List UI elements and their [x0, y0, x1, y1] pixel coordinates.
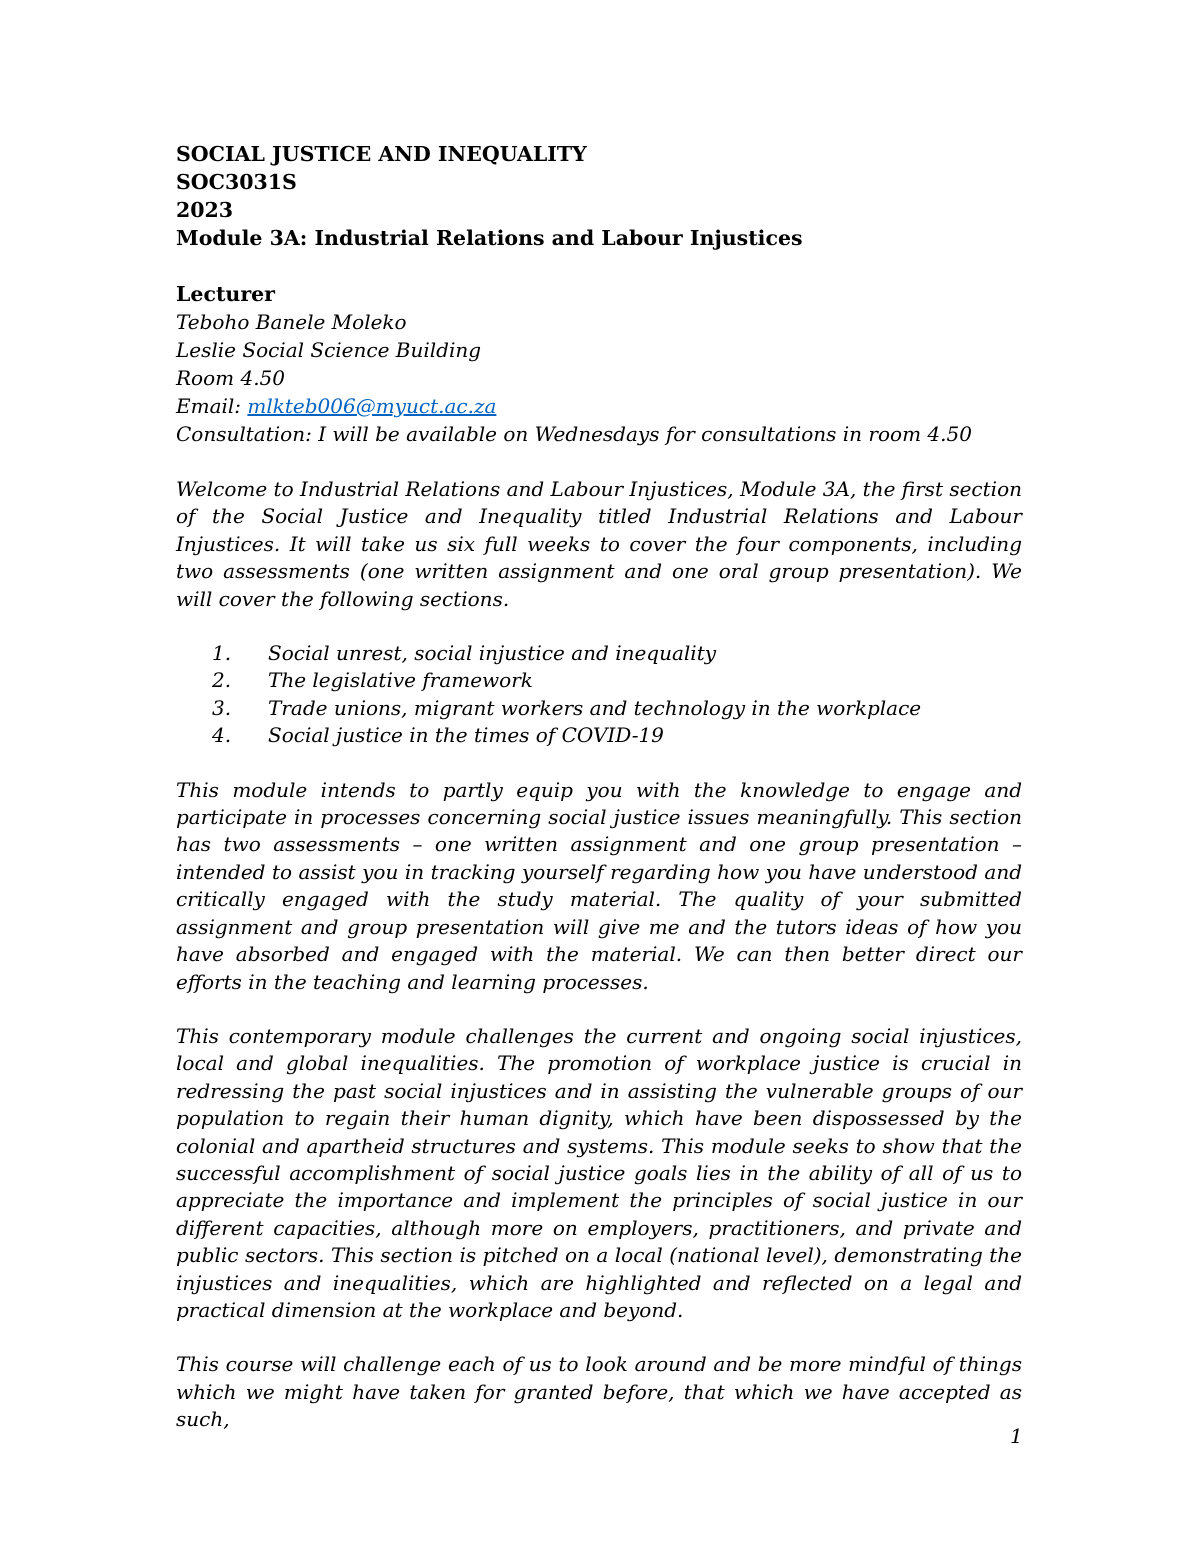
- list-item-text: Trade unions, migrant workers and technology in the workplace: [268, 695, 922, 720]
- lecturer-name: Teboho Banele Moleko: [176, 310, 407, 334]
- document-page: [176, 140, 1022, 1434]
- lecturer-room: Room 4.50: [176, 366, 285, 390]
- list-item: [212, 695, 1022, 722]
- sections-list: [176, 640, 1022, 750]
- consultation-info: Consultation: I will be available on Wednesdays for consultations in room 4.50: [176, 422, 972, 446]
- list-item-number: 2.: [212, 668, 232, 693]
- list-item: [212, 640, 1022, 667]
- lecturer-email-line: [176, 392, 1022, 420]
- module-paragraph: This module intends to partly equip you with the knowledge to engage and participate in processes concerning social justice issues meaningfully. This section has two assessments – one written assignment and one group presentation – intended to assist you in tracking yourself regarding how you have understood and critically engaged with the study material. The quality of your submitted assignment and group presentation will give me and the tutors ideas of how you have absorbed and engaged with the material. We can then better direct our efforts in the teaching and learning processes.: [176, 777, 1022, 994]
- list-item-text: The legislative framework: [268, 668, 533, 693]
- course-year: 2023: [176, 198, 234, 222]
- email-label: Email:: [176, 394, 248, 418]
- document-title: SOCIAL JUSTICE AND INEQUALITY: [176, 142, 587, 166]
- lecturer-building: Leslie Social Science Building: [176, 338, 482, 362]
- list-item-text: Social unrest, social injustice and inequality: [268, 641, 717, 666]
- list-item: [212, 667, 1022, 694]
- page-number: 1: [1010, 1424, 1023, 1448]
- email-link[interactable]: mlkteb006@myuct.ac.za: [247, 394, 497, 418]
- course-paragraph: This course will challenge each of us to look around and be more mindful of things which we might have taken for granted before, that which we have accepted as such,: [176, 1352, 1022, 1432]
- list-item-number: 3.: [212, 695, 232, 720]
- module-title: Module 3A: Industrial Relations and Labour Injustices: [176, 226, 803, 250]
- list-item-number: 1.: [212, 641, 232, 666]
- contemporary-paragraph: This contemporary module challenges the current and ongoing social injustices, local and global inequalities. The promotion of workplace justice is crucial in redressing the past social injustices and in assisting the vulnerable groups of our population to regain their human dignity, which have been dispossessed by the colonial and apartheid structures and systems. This module seeks to show that the successful accomplishment of social justice goals lies in the ability of all of us to appreciate the importance and implement the principles of social justice in our different capacities, although more on employers, practitioners, and private and public sectors. This section is pitched on a local (national level), demonstrating the injustices and inequalities, which are highlighted and reflected on a legal and practical dimension at the workplace and beyond.: [176, 1023, 1022, 1322]
- course-code: SOC3031S: [176, 170, 297, 194]
- lecturer-heading: Lecturer: [176, 282, 275, 306]
- list-item-text: Social justice in the times of COVID-19: [268, 723, 664, 748]
- list-item: [212, 722, 1022, 749]
- list-item-number: 4.: [212, 723, 232, 748]
- intro-paragraph: Welcome to Industrial Relations and Labour Injustices, Module 3A, the first section of the Social Justice and Inequality titled Industrial Relations and Labour Injustices. It will take us six full weeks to cover the four components, including two assessments (one written assignment and one oral group presentation). We will cover the following sections.: [176, 477, 1022, 611]
